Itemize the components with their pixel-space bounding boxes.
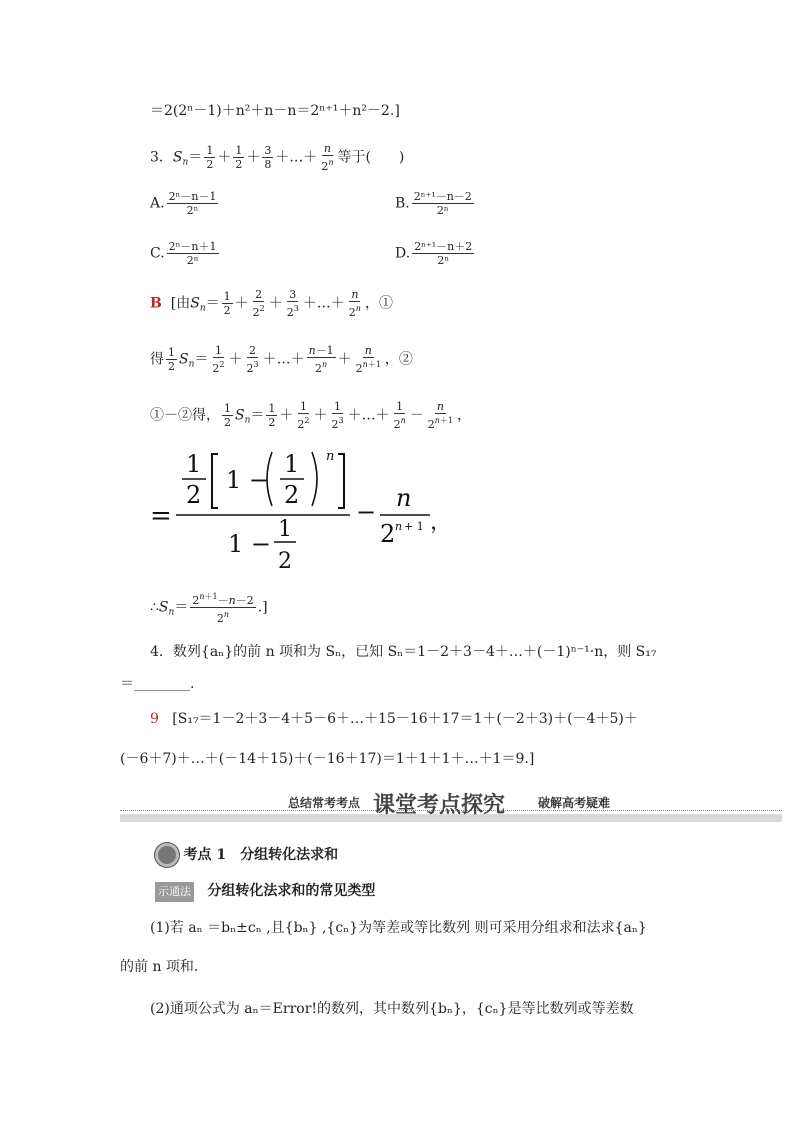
mark-2: ，② (384, 351, 413, 368)
banner-right-text: 破解高考疑难 (538, 796, 611, 810)
section-banner (120, 788, 782, 824)
option-c-numerator: 2ⁿ－n＋1 (168, 240, 217, 253)
shitong-heading (155, 882, 375, 902)
circle-badge-icon (155, 843, 179, 867)
solution-3-conclusion: $\therefore S_n=$ $\frac{2^{n+1}-n-2}{2^n}$ .] (150, 592, 268, 625)
answer-label: 9 (150, 711, 159, 727)
solution-open: [由 (170, 295, 191, 312)
de-text: 得 (150, 351, 164, 368)
formula-comma: ， (430, 510, 453, 535)
kaodian-heading (155, 843, 338, 867)
option-d-label: D. (395, 245, 411, 262)
svg-text:1 −: 1 − (226, 466, 270, 494)
option-c-denominator: 2ⁿ (186, 254, 199, 267)
banner-title: 课堂考点探究 (373, 793, 506, 818)
answer-label: B (150, 295, 162, 312)
option-d-numerator: 2ⁿ⁺¹－n＋2 (414, 240, 473, 253)
svg-text:=: = (150, 501, 172, 531)
option-b-numerator: 2ⁿ⁺¹－n－2 (413, 190, 472, 203)
option-a-label: A. (150, 195, 165, 212)
banner-left-text: 总结常考考点 (288, 796, 361, 810)
question-4-line2: ＝________. (120, 676, 195, 692)
continued-equation: ＝2(2ⁿ－1)＋n²＋n－n＝2ⁿ⁺¹＋n²－2.] (150, 103, 400, 119)
solution-3-line3: ①－②得， $\frac{1}{2}$ $S_n=$ $\frac{1}{2}$ ＋ $\frac{1}{2^2}$ ＋ $\frac{1}{2^3}$ ＋…＋ $\frac{1}{2^n}$ － $\frac{n}{2^{n+1}}$ ， (150, 400, 471, 431)
therefore-symbol: ∴ (150, 599, 159, 616)
question-tail: 等于( ) (337, 149, 405, 166)
solution-end: .] (257, 599, 268, 616)
question-4-line1: 4．数列{aₙ}的前 n 项和为 Sₙ，已知 Sₙ＝1－2＋3－4＋…＋(－1)ⁿ⁻¹·n，则 S₁₇ (150, 644, 657, 660)
paragraph-1-line1: (1)若 aₙ ＝bₙ±cₙ ,且{bₙ} ,{cₙ}为等差或等比数列 则可采用分组求和法求{aₙ} (150, 920, 647, 936)
paragraph-1-line2: 的前 n 项和． (120, 959, 208, 975)
svg-text:n: n (395, 520, 403, 533)
svg-text:2: 2 (284, 481, 300, 509)
solution-4-line1 (150, 710, 638, 728)
option-b-label: B. (395, 195, 410, 212)
option-d (395, 240, 476, 267)
kaodian-title: 考点 1 分组转化法求和 (183, 847, 339, 863)
svg-text:+ 1: + 1 (404, 520, 424, 533)
svg-text:1 −: 1 − (228, 530, 272, 558)
sum-symbol: S (172, 149, 183, 166)
solution-4-text: [S₁₇＝1－2＋3－4＋5－6＋…＋15－16＋17＝1＋(－2＋3)＋(－4＋5)＋ (172, 711, 638, 727)
shitong-title: 分组转化法求和的常见类型 (207, 883, 376, 899)
solution-3-line2: 得 $\frac{1}{2}$ $S_n=$ $\frac{1}{2^2}$ ＋ $\frac{2}{2^3}$ ＋…＋ $\frac{n-1}{2^n}$ ＋ $\frac{n}{2^{n+1}}$ ，② (150, 344, 413, 375)
option-a-numerator: 2ⁿ－n－1 (168, 190, 217, 203)
svg-text:1: 1 (284, 450, 300, 478)
question-number: 3． (150, 149, 173, 166)
svg-text:n: n (396, 484, 412, 512)
solution-4-line2: (－6＋7)＋…＋(－14＋15)＋(－16＋17)＝1＋1＋1＋…＋1＝9.] (120, 751, 535, 767)
subtract-step: ①－②得， (150, 407, 220, 424)
option-c (150, 240, 221, 267)
svg-text:2: 2 (380, 520, 396, 548)
svg-text:2: 2 (278, 549, 292, 574)
solution-3-line1: B [由$S_n=$ $\frac{1}{2}$ ＋ $\frac{2}{2^2}$ ＋ $\frac{3}{2^3}$ ＋…＋ $\frac{n}{2^n}$ ，① (150, 288, 393, 319)
svg-text:1: 1 (278, 517, 292, 542)
svg-text:−: − (356, 498, 377, 526)
svg-text:n: n (326, 449, 335, 464)
option-b-denominator: 2ⁿ (436, 204, 449, 217)
option-a (150, 190, 220, 217)
option-a-denominator: 2ⁿ (186, 204, 199, 217)
geometric-sum-formula (148, 448, 458, 578)
shitong-tag: 示通法 (155, 882, 194, 902)
option-c-label: C. (150, 245, 165, 262)
mark-1: ，① (364, 295, 393, 312)
option-b (395, 190, 476, 217)
paragraph-2-line1: (2)通项公式为 aₙ＝Error!的数列，其中数列{bₙ}，{cₙ}是等比数列或等差数 (150, 1001, 634, 1017)
question-3: 3．$S_n=$ $\frac{1}{2}$ ＋ $\frac{1}{2}$ ＋ $\frac{3}{8}$ ＋…＋ $\frac{n}{2^n}$ 等于( ) (150, 142, 405, 173)
option-d-denominator: 2ⁿ (437, 254, 450, 267)
svg-text:1: 1 (186, 450, 202, 478)
svg-text:2: 2 (186, 481, 202, 509)
